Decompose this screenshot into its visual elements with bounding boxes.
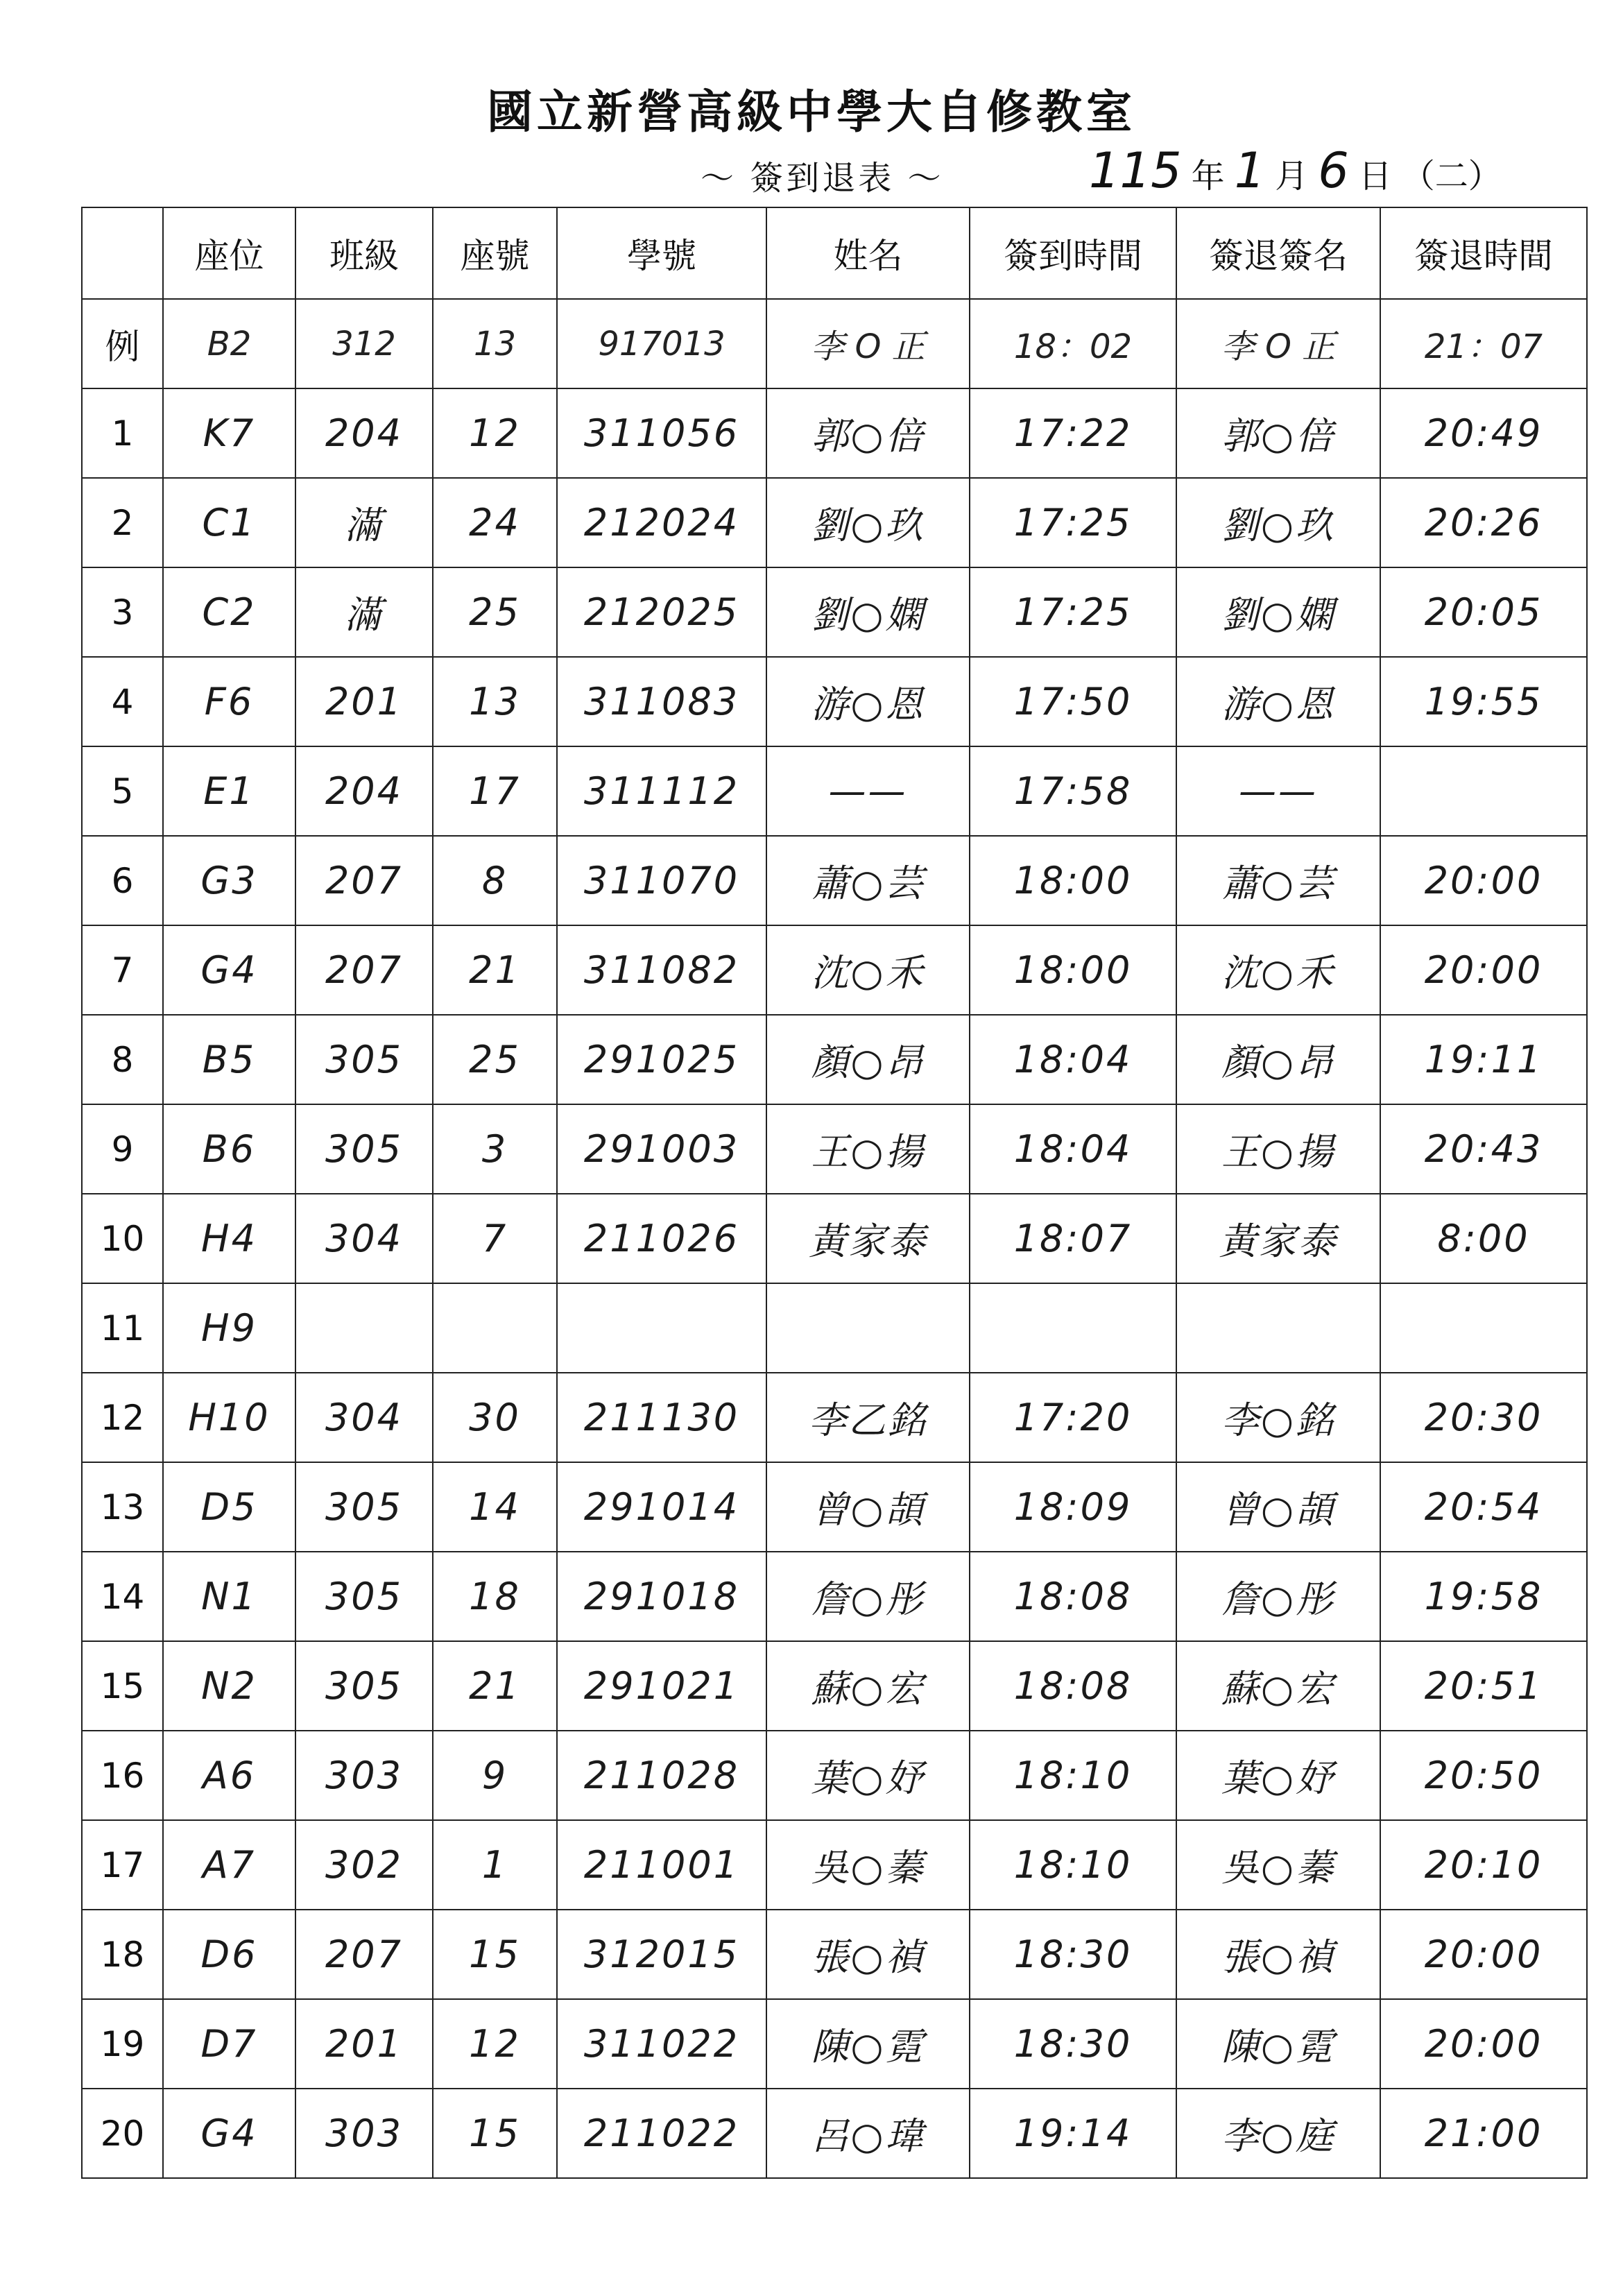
class-cell: 201: [295, 1999, 433, 2089]
seat-cell: N2: [163, 1641, 295, 1731]
table-row: [82, 567, 1587, 657]
checkout-sign-cell: 游○恩: [1176, 657, 1380, 746]
checkin-time-cell: 18:00: [970, 836, 1176, 925]
table-row: [82, 836, 1587, 925]
checkout-time-cell: 20:49: [1380, 388, 1587, 478]
checkout-time-cell: 21:00: [1380, 2089, 1587, 2178]
student-id-cell: 212024: [557, 478, 766, 567]
class-cell: 305: [295, 1552, 433, 1641]
seat-cell: K7: [163, 388, 295, 478]
checkout-sign-cell: [1176, 1283, 1380, 1373]
class-cell: 305: [295, 1015, 433, 1104]
checkout-sign-cell: 王○揚: [1176, 1104, 1380, 1194]
header-checkin-time: 簽到時間: [970, 207, 1176, 299]
date-day-label: 日: [1358, 157, 1392, 196]
class-cell: 滿: [295, 567, 433, 657]
date-year-label: 年: [1191, 157, 1225, 196]
checkout-time-cell: 20:00: [1380, 1999, 1587, 2089]
checkout-sign-cell: 李○庭: [1176, 2089, 1380, 2178]
row-number: 6: [82, 836, 163, 925]
checkin-time-cell: 18:30: [970, 1910, 1176, 1999]
checkout-sign-cell: 吳○蓁: [1176, 1820, 1380, 1910]
header-index: [82, 207, 163, 299]
seat-no-cell: 25: [433, 1015, 557, 1104]
class-cell: 305: [295, 1462, 433, 1552]
checkout-time-cell: [1380, 746, 1587, 836]
checkout-sign-cell: ——: [1176, 746, 1380, 836]
seat-no-cell: 21: [433, 1641, 557, 1731]
checkin-time-cell: 18：02: [970, 299, 1176, 388]
name-cell: 游○恩: [766, 657, 970, 746]
name-cell: 王○揚: [766, 1104, 970, 1194]
header-seat: 座位: [163, 207, 295, 299]
checkout-time-cell: 20:51: [1380, 1641, 1587, 1731]
student-id-cell: 311082: [557, 925, 766, 1015]
checkin-time-cell: 18:10: [970, 1731, 1176, 1820]
checkout-sign-cell: 劉○玖: [1176, 478, 1380, 567]
seat-no-cell: 13: [433, 657, 557, 746]
class-cell: 204: [295, 746, 433, 836]
student-id-cell: 311112: [557, 746, 766, 836]
name-cell: 沈○禾: [766, 925, 970, 1015]
class-cell: 305: [295, 1641, 433, 1731]
header-student-id: 學號: [557, 207, 766, 299]
seat-cell: D7: [163, 1999, 295, 2089]
checkin-time-cell: 18:04: [970, 1015, 1176, 1104]
class-cell: 滿: [295, 478, 433, 567]
seat-no-cell: 13: [433, 299, 557, 388]
row-number: 9: [82, 1104, 163, 1194]
seat-no-cell: 21: [433, 925, 557, 1015]
table-row: [82, 1283, 1587, 1373]
checkin-time-cell: 17:20: [970, 1373, 1176, 1462]
seat-no-cell: 30: [433, 1373, 557, 1462]
name-cell: 陳○霓: [766, 1999, 970, 2089]
seat-no-cell: 7: [433, 1194, 557, 1283]
checkout-sign-cell: 陳○霓: [1176, 1999, 1380, 2089]
row-number: 例: [82, 299, 163, 388]
seat-cell: B6: [163, 1104, 295, 1194]
class-cell: 207: [295, 925, 433, 1015]
seat-cell: G4: [163, 925, 295, 1015]
checkout-sign-cell: 沈○禾: [1176, 925, 1380, 1015]
header-name: 姓名: [766, 207, 970, 299]
student-id-cell: 211026: [557, 1194, 766, 1283]
seat-cell: H9: [163, 1283, 295, 1373]
table-row: [82, 746, 1587, 836]
name-cell: 吳○蓁: [766, 1820, 970, 1910]
row-number: 17: [82, 1820, 163, 1910]
name-cell: 張○禎: [766, 1910, 970, 1999]
row-number: 20: [82, 2089, 163, 2178]
table-row: [82, 1373, 1587, 1462]
student-id-cell: 311022: [557, 1999, 766, 2089]
student-id-cell: 291003: [557, 1104, 766, 1194]
seat-cell: H10: [163, 1373, 295, 1462]
checkout-time-cell: 19:55: [1380, 657, 1587, 746]
checkout-time-cell: 19:58: [1380, 1552, 1587, 1641]
table-row: [82, 1641, 1587, 1731]
table-row: [82, 1999, 1587, 2089]
table-row: [82, 1910, 1587, 1999]
row-number: 4: [82, 657, 163, 746]
date-month-label: 月: [1275, 157, 1309, 196]
seat-cell: N1: [163, 1552, 295, 1641]
name-cell: 李乙銘: [766, 1373, 970, 1462]
name-cell: 葉○妤: [766, 1731, 970, 1820]
seat-no-cell: 12: [433, 388, 557, 478]
seat-no-cell: 18: [433, 1552, 557, 1641]
seat-no-cell: 25: [433, 567, 557, 657]
checkout-sign-cell: 李○銘: [1176, 1373, 1380, 1462]
row-number: 16: [82, 1731, 163, 1820]
checkin-time-cell: 17:25: [970, 567, 1176, 657]
seat-cell: B5: [163, 1015, 295, 1104]
name-cell: 郭○倍: [766, 388, 970, 478]
checkin-time-cell: 17:58: [970, 746, 1176, 836]
student-id-cell: 211001: [557, 1820, 766, 1910]
student-id-cell: 211130: [557, 1373, 766, 1462]
name-cell: 呂○瑋: [766, 2089, 970, 2178]
checkout-time-cell: 20:43: [1380, 1104, 1587, 1194]
header-seat-no: 座號: [433, 207, 557, 299]
row-number: 3: [82, 567, 163, 657]
class-cell: [295, 1283, 433, 1373]
seat-no-cell: 8: [433, 836, 557, 925]
date-month: 1: [1234, 142, 1266, 199]
checkout-sign-cell: 詹○彤: [1176, 1552, 1380, 1641]
checkin-time-cell: 18:04: [970, 1104, 1176, 1194]
seat-no-cell: 15: [433, 1910, 557, 1999]
seat-no-cell: 15: [433, 2089, 557, 2178]
row-number: 13: [82, 1462, 163, 1552]
checkin-time-cell: 17:25: [970, 478, 1176, 567]
document-subtitle: ～ 簽到退表 ～: [701, 159, 944, 198]
name-cell: 劉○玖: [766, 478, 970, 567]
header-checkout-time: 簽退時間: [1380, 207, 1587, 299]
header-class: 班級: [295, 207, 433, 299]
table-row: [82, 478, 1587, 567]
seat-cell: G4: [163, 2089, 295, 2178]
checkout-time-cell: 20:30: [1380, 1373, 1587, 1462]
class-cell: 305: [295, 1104, 433, 1194]
name-cell: 曾○頡: [766, 1462, 970, 1552]
seat-cell: A7: [163, 1820, 295, 1910]
name-cell: [766, 1283, 970, 1373]
class-cell: 302: [295, 1820, 433, 1910]
table-header-row: [82, 207, 1587, 299]
checkin-time-cell: 18:07: [970, 1194, 1176, 1283]
table-row: [82, 2089, 1587, 2178]
table-row: [82, 925, 1587, 1015]
class-cell: 207: [295, 1910, 433, 1999]
student-id-cell: 291014: [557, 1462, 766, 1552]
row-number: 7: [82, 925, 163, 1015]
row-number: 15: [82, 1641, 163, 1731]
table-row: [82, 1015, 1587, 1104]
row-number: 5: [82, 746, 163, 836]
class-cell: 303: [295, 1731, 433, 1820]
student-id-cell: 312015: [557, 1910, 766, 1999]
seat-cell: D6: [163, 1910, 295, 1999]
seat-no-cell: [433, 1283, 557, 1373]
checkout-time-cell: 20:05: [1380, 567, 1587, 657]
name-cell: ——: [766, 746, 970, 836]
checkin-time-cell: 19:14: [970, 2089, 1176, 2178]
row-number: 11: [82, 1283, 163, 1373]
date-weekday: （二）: [1401, 157, 1502, 196]
row-number: 12: [82, 1373, 163, 1462]
table-row: [82, 1552, 1587, 1641]
row-number: 19: [82, 1999, 163, 2089]
seat-cell: C1: [163, 478, 295, 567]
name-cell: 劉○嫻: [766, 567, 970, 657]
seat-cell: B2: [163, 299, 295, 388]
table-row: [82, 1820, 1587, 1910]
checkin-time-cell: 17:50: [970, 657, 1176, 746]
class-cell: 204: [295, 388, 433, 478]
checkout-sign-cell: 蕭○芸: [1176, 836, 1380, 925]
class-cell: 201: [295, 657, 433, 746]
student-id-cell: 311070: [557, 836, 766, 925]
date-line: [1089, 142, 1502, 199]
checkout-sign-cell: 葉○妤: [1176, 1731, 1380, 1820]
checkout-time-cell: 20:00: [1380, 925, 1587, 1015]
name-cell: 蘇○宏: [766, 1641, 970, 1731]
header-checkout-sign: 簽退簽名: [1176, 207, 1380, 299]
seat-cell: A6: [163, 1731, 295, 1820]
sign-in-table: [81, 207, 1588, 2179]
seat-cell: H4: [163, 1194, 295, 1283]
student-id-cell: 917013: [557, 299, 766, 388]
checkin-time-cell: 18:08: [970, 1552, 1176, 1641]
example-row: [82, 299, 1587, 388]
seat-no-cell: 14: [433, 1462, 557, 1552]
row-number: 2: [82, 478, 163, 567]
student-id-cell: 212025: [557, 567, 766, 657]
student-id-cell: 291025: [557, 1015, 766, 1104]
checkout-sign-cell: 黃家泰: [1176, 1194, 1380, 1283]
student-id-cell: 211028: [557, 1731, 766, 1820]
date-year: 115: [1089, 142, 1182, 199]
seat-no-cell: 17: [433, 746, 557, 836]
checkout-sign-cell: 劉○嫻: [1176, 567, 1380, 657]
seat-cell: G3: [163, 836, 295, 925]
seat-cell: F6: [163, 657, 295, 746]
checkout-time-cell: 20:00: [1380, 836, 1587, 925]
row-number: 1: [82, 388, 163, 478]
row-number: 18: [82, 1910, 163, 1999]
checkout-sign-cell: 曾○頡: [1176, 1462, 1380, 1552]
student-id-cell: 311056: [557, 388, 766, 478]
student-id-cell: [557, 1283, 766, 1373]
table-row: [82, 388, 1587, 478]
name-cell: 蕭○芸: [766, 836, 970, 925]
checkout-time-cell: 20:00: [1380, 1910, 1587, 1999]
table-row: [82, 1462, 1587, 1552]
checkout-sign-cell: 顏○昂: [1176, 1015, 1380, 1104]
name-cell: 詹○彤: [766, 1552, 970, 1641]
checkout-time-cell: 19:11: [1380, 1015, 1587, 1104]
seat-cell: D5: [163, 1462, 295, 1552]
checkin-time-cell: 18:10: [970, 1820, 1176, 1910]
class-cell: 207: [295, 836, 433, 925]
seat-cell: E1: [163, 746, 295, 836]
table-row: [82, 1104, 1587, 1194]
class-cell: 303: [295, 2089, 433, 2178]
name-cell: 顏○昂: [766, 1015, 970, 1104]
checkout-sign-cell: 蘇○宏: [1176, 1641, 1380, 1731]
checkin-time-cell: 18:00: [970, 925, 1176, 1015]
checkout-time-cell: 8:00: [1380, 1194, 1587, 1283]
checkin-time-cell: [970, 1283, 1176, 1373]
row-number: 14: [82, 1552, 163, 1641]
date-day: 6: [1318, 142, 1349, 199]
row-number: 10: [82, 1194, 163, 1283]
checkout-time-cell: 20:54: [1380, 1462, 1587, 1552]
document-title: 國立新營高級中學大自修教室: [487, 85, 1136, 139]
name-cell: 黃家泰: [766, 1194, 970, 1283]
class-cell: 304: [295, 1194, 433, 1283]
checkout-time-cell: 20:26: [1380, 478, 1587, 567]
checkout-time-cell: [1380, 1283, 1587, 1373]
checkout-time-cell: 20:50: [1380, 1731, 1587, 1820]
checkin-time-cell: 18:30: [970, 1999, 1176, 2089]
seat-cell: C2: [163, 567, 295, 657]
name-cell: 李 O 正: [766, 299, 970, 388]
checkout-time-cell: 21：07: [1380, 299, 1587, 388]
checkout-time-cell: 20:10: [1380, 1820, 1587, 1910]
table-row: [82, 1731, 1587, 1820]
seat-no-cell: 9: [433, 1731, 557, 1820]
seat-no-cell: 12: [433, 1999, 557, 2089]
checkout-sign-cell: 郭○倍: [1176, 388, 1380, 478]
student-id-cell: 311083: [557, 657, 766, 746]
checkout-sign-cell: 李 O 正: [1176, 299, 1380, 388]
seat-no-cell: 1: [433, 1820, 557, 1910]
student-id-cell: 291018: [557, 1552, 766, 1641]
class-cell: 312: [295, 299, 433, 388]
table-row: [82, 657, 1587, 746]
class-cell: 304: [295, 1373, 433, 1462]
seat-no-cell: 24: [433, 478, 557, 567]
row-number: 8: [82, 1015, 163, 1104]
checkin-time-cell: 18:09: [970, 1462, 1176, 1552]
checkout-sign-cell: 張○禎: [1176, 1910, 1380, 1999]
student-id-cell: 211022: [557, 2089, 766, 2178]
student-id-cell: 291021: [557, 1641, 766, 1731]
checkin-time-cell: 17:22: [970, 388, 1176, 478]
checkin-time-cell: 18:08: [970, 1641, 1176, 1731]
table-row: [82, 1194, 1587, 1283]
seat-no-cell: 3: [433, 1104, 557, 1194]
